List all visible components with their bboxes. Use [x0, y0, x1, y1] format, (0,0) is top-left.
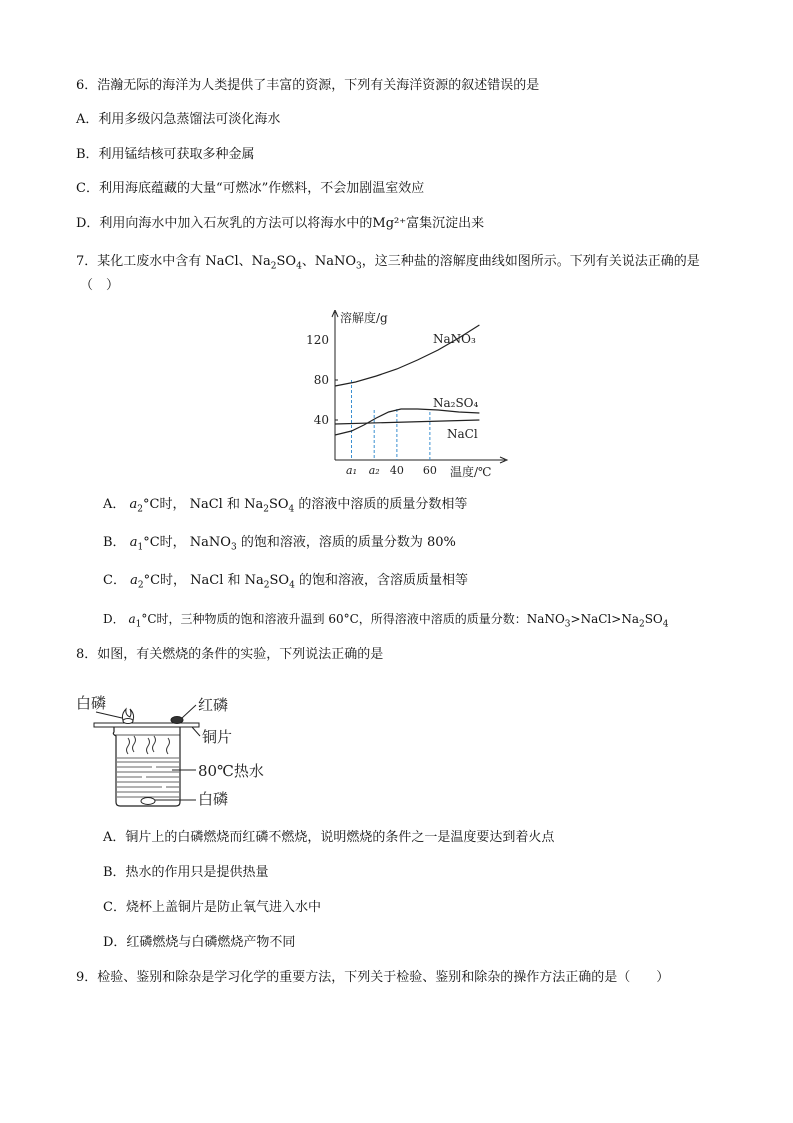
q6-option-d: D．利用向海水中加入石灰乳的方法可以将海水中的Mg²⁺富集沉淀出来 — [76, 216, 485, 231]
y-tick-label: 40 — [313, 413, 329, 427]
q8-option-a: A．铜片上的白磷燃烧而红磷不燃烧，说明燃烧的条件之一是温度要达到着火点 — [103, 830, 555, 845]
y-tick-label: 120 — [306, 333, 329, 347]
series-label: NaCl — [447, 427, 478, 441]
q7-answer-paren: （ ） — [80, 278, 120, 293]
q7-option-a: A． $a_2^\circ C$时， NaCl 和 $Na_2SO_4$ 的溶液中溶质的质量分数相等 — [103, 497, 468, 515]
white-phosphorus-flame-icon — [122, 709, 133, 724]
series-line-2 — [335, 420, 479, 424]
y-axis-label: 溶解度/g — [340, 311, 388, 325]
x-tick-label: a₂ — [368, 464, 380, 477]
label-copper-sheet: 铜片 — [202, 728, 233, 746]
series-label: NaNO₃ — [433, 332, 476, 346]
label-hot-water: 80℃热水 — [198, 762, 264, 780]
x-tick-label: a₁ — [346, 464, 357, 477]
label-red-phosphorus: 红磷 — [198, 696, 229, 714]
q8-stem: 8．如图，有关燃烧的条件的实验，下列说法正确的是 — [76, 647, 384, 662]
solubility-chart — [300, 310, 530, 485]
q7-option-d: D． $a_1^\circ C$时，三种物质的饱和溶液升温到 60°C，所得溶液中溶质的质量分数：$NaNO_3>NaCl>Na_2SO_4$ — [103, 612, 669, 630]
label-white-phosphorus-bottom: 白磷 — [198, 790, 229, 808]
q9-stem: 9．检验、鉴别和除杂是学习化学的重要方法，下列关于检验、鉴别和除杂的操作方法正确的是（ ） — [76, 970, 670, 985]
white-phosphorus-bottom-icon — [141, 798, 155, 805]
steam-icon — [127, 736, 170, 754]
x-axis-label: 温度/℃ — [450, 465, 492, 479]
combustion-experiment-figure — [72, 690, 287, 815]
hot-water — [117, 758, 179, 797]
beaker — [113, 727, 180, 806]
q8-option-c: C．烧杯上盖铜片是防止氧气进入水中 — [103, 900, 321, 915]
q6-option-a: A．利用多级闪急蒸馏法可淡化海水 — [76, 112, 281, 127]
x-tick-label: 40 — [389, 464, 404, 477]
q7-option-b: B． $a_1^\circ C$时， NaNO$_3$ 的饱和溶液，溶质的质量分数为 80% — [103, 535, 456, 553]
q6-option-b: B．利用锰结核可获取多种金属 — [76, 147, 255, 162]
series-label: Na₂SO₄ — [433, 396, 479, 410]
y-tick-label: 80 — [313, 373, 329, 387]
x-tick-label: 60 — [422, 464, 437, 477]
q7-option-c: C． $a_2^\circ C$时， NaCl 和 $Na_2SO_4$ 的饱和溶液，含溶质质量相等 — [103, 573, 468, 591]
label-white-phosphorus-top: 白磷 — [76, 694, 107, 712]
q8-option-b: B．热水的作用只是提供热量 — [103, 865, 269, 880]
q6-stem: 6．浩瀚无际的海洋为人类提供了丰富的资源，下列有关海洋资源的叙述错误的是 — [76, 78, 540, 93]
q7-stem: 7．某化工废水中含有 NaCl、$Na_2SO_4$、NaNO$_3$，这三种盐的溶解度曲线如图所示。下列有关说法正确的是 — [76, 254, 700, 272]
q6-option-c: C．利用海底蕴藏的大量“可燃冰”作燃料，不会加剧温室效应 — [76, 181, 425, 196]
copper-plate — [94, 723, 199, 727]
q8-option-d: D．红磷燃烧与白磷燃烧产物不同 — [103, 935, 296, 950]
red-phosphorus-icon — [171, 717, 183, 724]
